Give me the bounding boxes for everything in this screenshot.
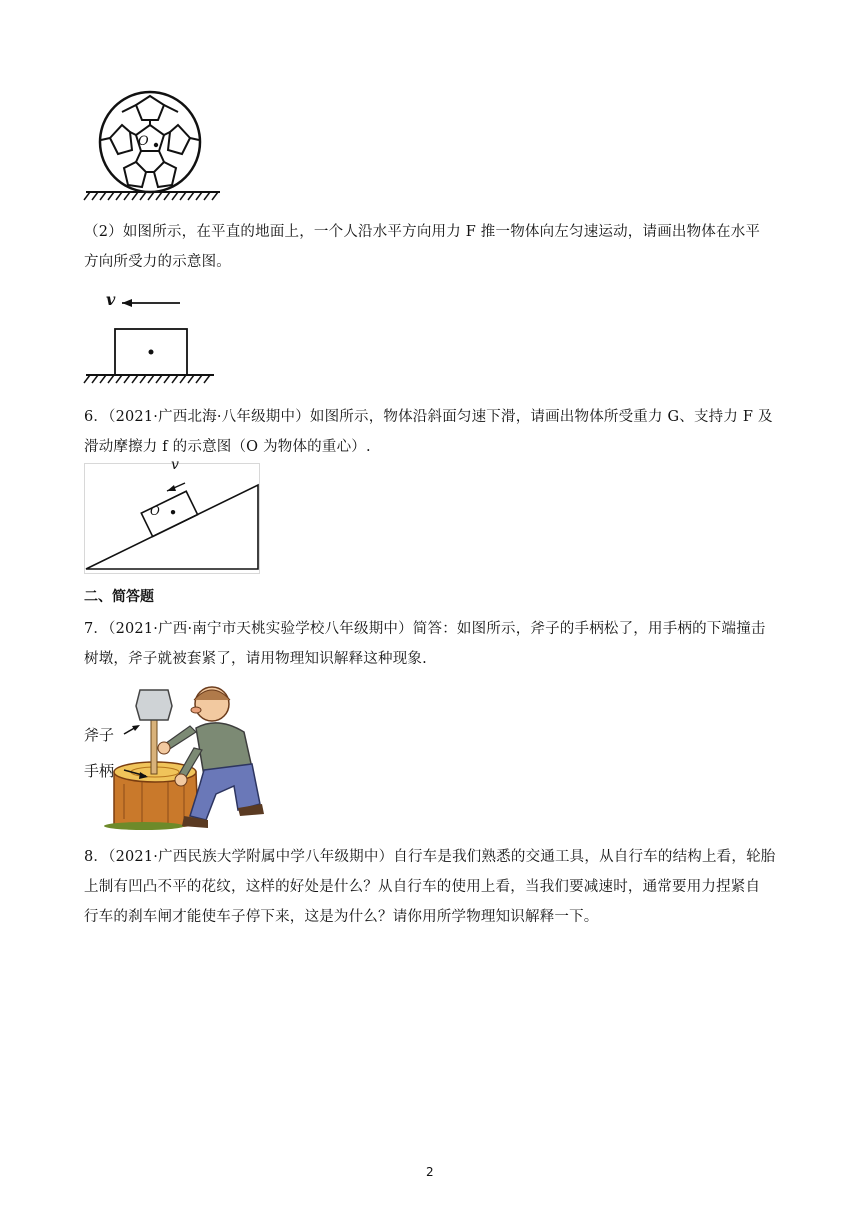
incline-center-label: O	[150, 504, 160, 518]
incline-velocity-label: v	[171, 457, 179, 473]
question-6-line-2: 滑动摩擦力 f 的示意图（O 为物体的重心）.	[84, 439, 371, 455]
question-7-line-2: 树墩，斧子就被套紧了，请用物理知识解释这种现象.	[84, 651, 427, 667]
question-8-line-3: 行车的刹车闸才能使车子停下来，这是为什么？请你用所学物理知识解释一下。	[84, 909, 599, 925]
axe-figure	[84, 684, 280, 832]
question-6-line-1: 6．（2021·广西北海·八年级期中）如图所示，物体沿斜面匀速下滑，请画出物体所受重力 G、支持力 F 及	[84, 409, 773, 425]
question-8-text	[84, 842, 784, 932]
box-velocity-label: v	[106, 290, 116, 309]
soccer-ball-figure	[80, 90, 250, 200]
handle-label: 手柄	[84, 762, 115, 780]
axe-illustration	[84, 684, 280, 832]
soccer-ball-drawing	[80, 90, 250, 200]
question-7-text	[84, 614, 784, 674]
question-7-line-1: 7．（2021·广西·南宁市天桃实验学校八年级期中）简答：如图所示，斧子的手柄松了，用手柄的下端撞击	[84, 621, 766, 637]
question-5-2-line-2: 方向所受力的示意图。	[84, 254, 231, 270]
question-8-line-1: 8．（2021·广西民族大学附属中学八年级期中）自行车是我们熟悉的交通工具，从自行车的结构上看，轮胎	[84, 849, 776, 865]
incline-figure	[84, 457, 264, 575]
question-8-line-2: 上制有凹凸不平的花纹，这样的好处是什么？从自行车的使用上看，当我们要减速时，通常要用力捏紧自	[84, 879, 761, 895]
axe-label: 斧子	[84, 726, 115, 744]
incline-drawing	[84, 463, 264, 575]
box-figure	[84, 290, 224, 385]
section-title: 二、简答题	[84, 589, 154, 605]
box-drawing	[84, 290, 224, 385]
soccer-center-label: O	[138, 134, 149, 149]
page-number: 2	[426, 1165, 434, 1179]
question-6-text	[84, 402, 784, 462]
question-5-2-text	[84, 217, 784, 277]
question-5-2-line-1: （2）如图所示，在平直的地面上，一个人沿水平方向用力 F 推一物体向左匀速运动，请画出物体在水平	[84, 224, 761, 240]
